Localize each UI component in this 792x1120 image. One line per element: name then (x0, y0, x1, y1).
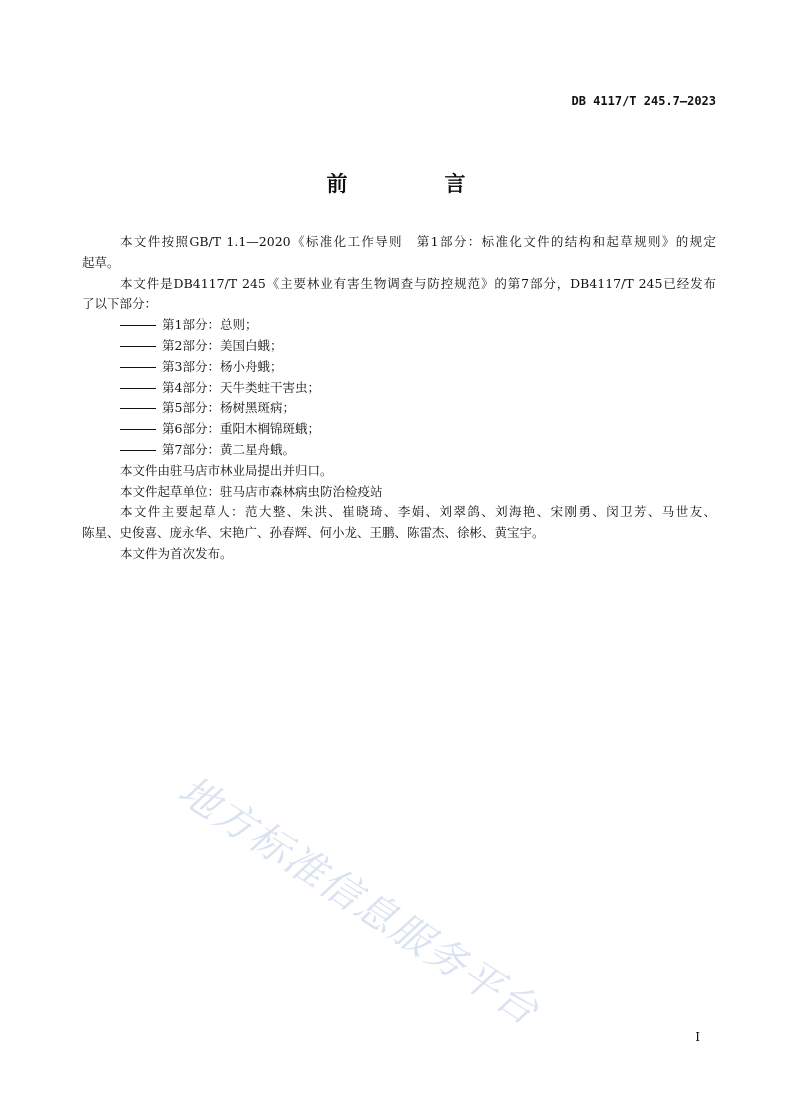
page-number: I (695, 1030, 700, 1044)
dash-mark (120, 388, 156, 389)
paragraph-drafters: 本文件主要起草人：范大整、朱洪、崔晓琦、李娟、刘翠鸽、刘海艳、宋刚勇、闵卫芳、马世友、 (120, 504, 716, 520)
list-item (82, 440, 716, 461)
list-item-text: 第5部分：杨树黑斑病； (162, 400, 295, 416)
dash-mark (120, 367, 156, 368)
list-item (82, 398, 716, 419)
list-item (82, 315, 716, 336)
dash-mark (120, 408, 156, 409)
paragraph-series-intro: 本文件是DB4117/T 245《主要林业有害生物调查与防控规范》的第7部分，DB4117/T 245已经发布 (120, 275, 716, 291)
list-item (82, 378, 716, 399)
dash-mark (120, 325, 156, 326)
parts-list (82, 315, 716, 461)
list-item-text: 第7部分：黄二星舟蛾。 (162, 441, 295, 457)
page-title: 前 言 (326, 172, 504, 196)
list-item-text: 第2部分：美国白蛾； (162, 337, 283, 353)
paragraph-drafting-basis: 本文件按照GB/T 1.1—2020《标准化工作导则 第1部分：标准化文件的结构和起草规则》的规定 (120, 234, 716, 249)
list-item-text: 第3部分：杨小舟蛾； (162, 358, 283, 374)
paragraph-drafting-unit: 本文件起草单位：驻马店市森林病虫防治检疫站 (120, 483, 383, 499)
list-item-text: 第4部分：天牛类蛀干害虫； (162, 379, 320, 395)
paragraph-series-intro-cont: 了以下部分： (82, 296, 158, 312)
foreword-body (82, 232, 716, 565)
dash-mark (120, 346, 156, 347)
list-item (82, 357, 716, 378)
paragraph-first-release: 本文件为首次发布。 (120, 545, 233, 561)
paragraph-proposer: 本文件由驻马店市林业局提出并归口。 (120, 462, 333, 478)
dash-mark (120, 450, 156, 451)
watermark: 地方标准信息服务平台 (170, 767, 548, 1035)
paragraph-drafters-cont: 陈星、史俊喜、庞永华、宋艳广、孙春辉、何小龙、王鹏、陈雷杰、徐彬、黄宝宇。 (82, 525, 545, 541)
list-item (82, 336, 716, 357)
list-item-text: 第6部分：重阳木榈锦斑蛾； (162, 421, 320, 437)
document-code: DB 4117/T 245.7—2023 (571, 94, 716, 108)
paragraph-drafting-basis-cont: 起草。 (82, 254, 120, 270)
list-item (82, 419, 716, 440)
dash-mark (120, 429, 156, 430)
list-item-text: 第1部分：总则； (162, 317, 258, 333)
